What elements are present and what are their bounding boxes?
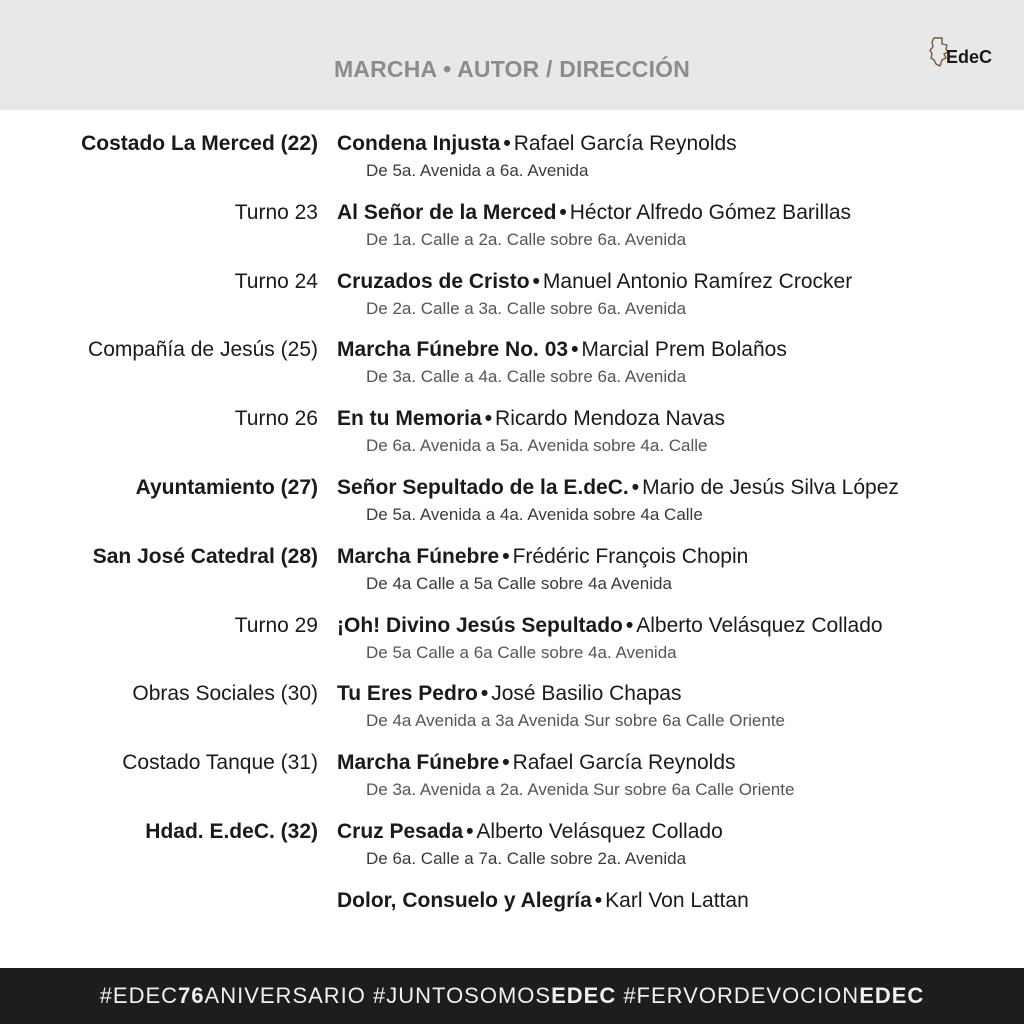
route-direction: De 4a Avenida a 3a Avenida Sur sobre 6a Calle Oriente [366,711,785,731]
turn-label: Hdad. E.deC. (32) [145,819,318,843]
march-author: José Basilio Chapas [491,682,682,706]
schedule-list [0,130,1024,956]
march-author: Mario de Jesús Silva López [642,475,899,499]
bullet-separator: • [503,132,511,155]
march-line [337,614,883,638]
route-direction: De 3a. Calle a 4a. Calle sobre 6a. Avenida [366,367,687,387]
schedule-row [0,680,1024,749]
march-line [337,338,787,362]
turn-label: Obras Sociales (30) [132,682,318,706]
march-title: ¡Oh! Divino Jesús Sepultado [337,613,623,637]
march-author: Alberto Velásquez Collado [636,613,883,637]
route-direction: De 2a. Calle a 3a. Calle sobre 6a. Avenida [366,298,687,318]
turn-label: Turno 26 [234,407,318,431]
hashtag-segment: EDEC [859,983,925,1008]
route-direction: De 5a. Avenida a 4a. Avenida sobre 4a Calle [366,504,703,524]
bullet-separator: • [502,751,510,775]
march-line [337,132,737,156]
turn-label: Turno 24 [234,269,318,293]
bullet-separator: • [502,544,510,568]
route-direction: De 5a Calle a 6a Calle sobre 4a. Avenida [366,642,677,662]
logo-text: EdeC [946,47,993,67]
route-direction: De 3a. Avenida a 2a. Avenida Sur sobre 6a Calle Oriente [366,780,795,800]
march-title: En tu Memoria [337,407,482,431]
schedule-row [0,474,1024,543]
march-author: Karl Von Lattan [605,888,749,912]
hashtag-footer [0,983,1024,1009]
bullet-separator: • [480,682,489,706]
march-author: Manuel Antonio Ramírez Crocker [542,269,853,293]
march-line [337,889,749,913]
turn-label: Costado La Merced (22) [81,132,318,155]
route-direction: De 6a. Avenida a 5a. Avenida sobre 4a. Calle [366,436,708,456]
march-author: Rafael García Reynolds [512,751,736,775]
hashtag-segment: 76 [178,983,205,1008]
turn-label: Costado Tanque (31) [122,751,318,775]
hashtag-segment: EDEC [551,983,617,1008]
route-direction: De 4a Calle a 5a Calle sobre 4a Avenida [366,573,672,593]
hashtag-segment: ANIVERSARIO #JUNTOSOMOS [204,983,552,1008]
turn-label: San José Catedral (28) [92,544,318,568]
schedule-row [0,405,1024,474]
hashtag-segment: #EDEC [99,983,179,1008]
bullet-separator: • [466,819,474,843]
schedule-row [0,887,1024,956]
march-title: Al Señor de la Merced [337,200,557,224]
route-direction: De 1a. Calle a 2a. Calle sobre 6a. Avenida [366,229,687,249]
schedule-row [0,612,1024,681]
schedule-row [0,336,1024,405]
march-line [337,820,723,844]
march-title: Señor Sepultado de la E.deC. [337,475,629,499]
hashtag-segment: #FERVORDEVOCION [616,983,860,1008]
schedule-row [0,268,1024,337]
march-line [337,201,851,225]
bullet-separator: • [625,613,634,637]
header-bar [0,0,1024,110]
bullet-separator: • [571,338,579,362]
march-line [337,270,852,294]
march-author: Héctor Alfredo Gómez Barillas [569,200,852,224]
turn-label: Ayuntamiento (27) [135,475,318,499]
turn-label: Compañía de Jesús (25) [88,338,318,362]
bullet-separator: • [594,888,603,912]
edec-logo [928,36,1004,80]
bullet-separator: • [631,475,640,499]
march-author: Marcial Prem Bolaños [581,338,787,362]
march-line [337,545,748,569]
march-title: Cruz Pesada [337,819,464,843]
route-direction: De 6a. Calle a 7a. Calle sobre 2a. Avenida [366,848,687,868]
schedule-row [0,199,1024,268]
march-title: Marcha Fúnebre [337,544,500,568]
schedule-row [0,818,1024,887]
bullet-separator: • [532,269,540,293]
page-title: MARCHA • AUTOR / DIRECCIÓN [333,56,691,82]
bullet-separator: • [484,407,493,431]
march-title: Condena Injusta [337,132,501,155]
march-title: Tu Eres Pedro [337,682,478,706]
march-author: Alberto Velásquez Collado [476,819,723,843]
footer-bar [0,968,1024,1024]
march-title: Marcha Fúnebre [337,751,500,775]
schedule-row [0,543,1024,612]
bullet-separator: • [559,200,567,224]
march-line [337,682,681,706]
march-title: Dolor, Consuelo y Alegría [337,888,592,912]
march-line [337,476,899,500]
march-author: Ricardo Mendoza Navas [495,407,725,431]
march-line [337,751,736,775]
march-author: Frédéric François Chopin [512,544,749,568]
march-author: Rafael García Reynolds [513,132,737,155]
march-line [337,407,725,431]
schedule-row [0,130,1024,199]
route-direction: De 5a. Avenida a 6a. Avenida [366,161,589,180]
turn-label: Turno 23 [234,200,318,224]
march-title: Cruzados de Cristo [337,269,530,293]
schedule-row [0,749,1024,818]
turn-label: Turno 29 [234,613,318,637]
march-title: Marcha Fúnebre No. 03 [337,338,569,362]
